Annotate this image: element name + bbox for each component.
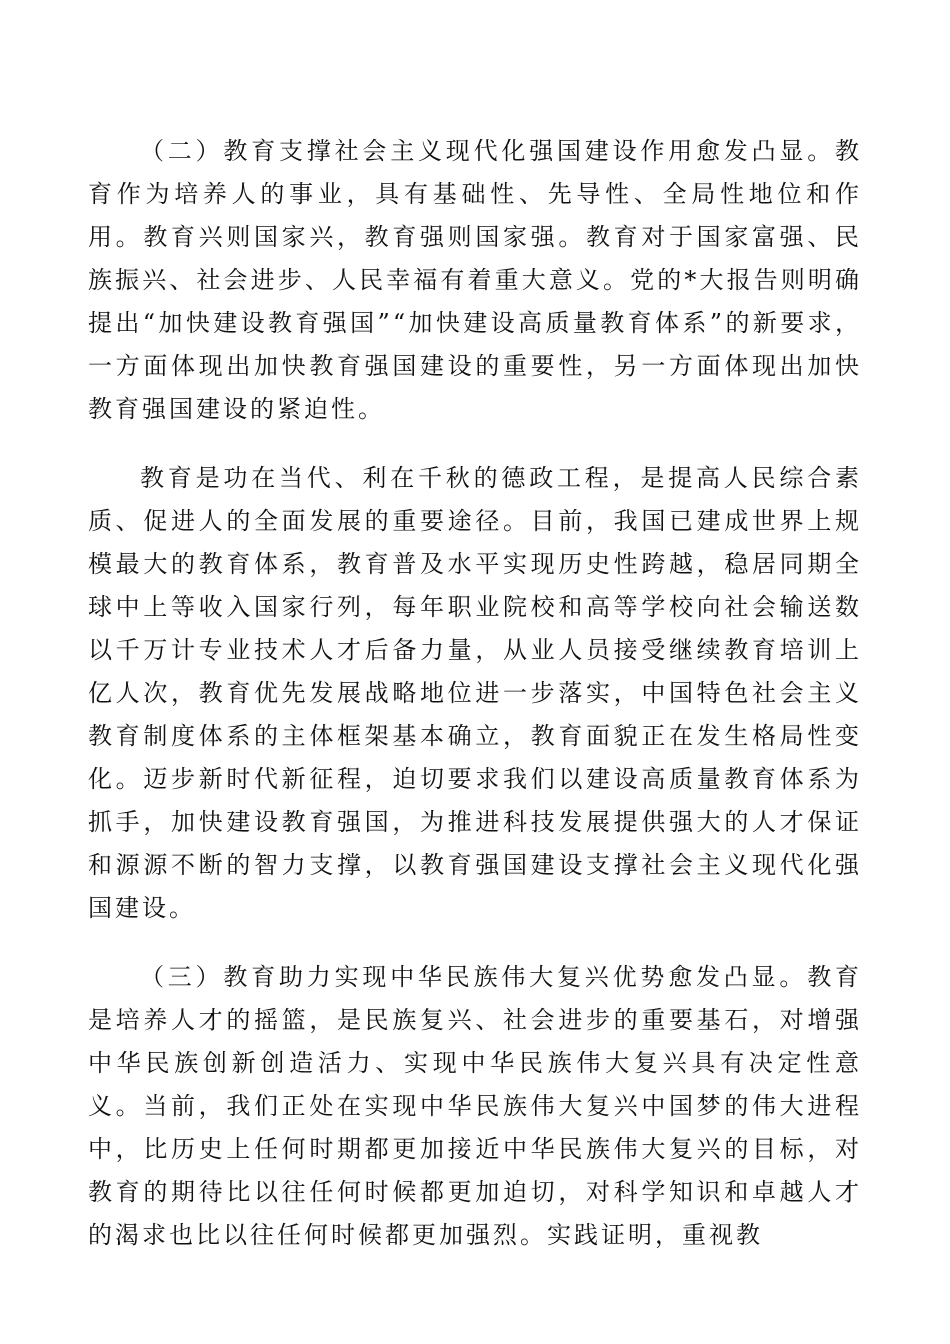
- paragraph-education-modernization: （二）教育支撑社会主义现代化强国建设作用愈发凸显。教育作为培养人的事业，具有基础性、先导性、全局性地位和作用。教育兴则国家兴，教育强则国家强。教育对于国家富强、民族振兴、社会进步、人民幸福有着重大意义。党的*大报告则明确提出“加快建设教育强国”“加快建设高质量教育体系”的新要求，一方面体现出加快教育强国建设的重要性，另一方面体现出加快教育强国建设的紧迫性。: [88, 137, 862, 423]
- paragraph-education-achievements: 教育是功在当代、利在千秋的德政工程，是提高人民综合素质、促进人的全面发展的重要途径。目前，我国已建成世界上规模最大的教育体系，教育普及水平实现历史性跨越，稳居同期全球中上等收入国家行列，每年职业院校和高等学校向社会输送数以千万计专业技术人才后备力量，从业人员接受继续教育培训上亿人次，教育优先发展战略地位进一步落实，中国特色社会主义教育制度体系的主体框架基本确立，教育面貌正在发生格局性变化。迈步新时代新征程，迫切要求我们以建设高质量教育体系为抓手，加快建设教育强国，为推进科技发展提供强大的人才保证和源源不断的智力支撑，以教育强国建设支撑社会主义现代化强国建设。: [88, 464, 862, 922]
- paragraph-national-rejuvenation: （三）教育助力实现中华民族伟大复兴优势愈发凸显。教育是培养人才的摇篮，是民族复兴、社会进步的重要基石，对增强中华民族创新创造活力、实现中华民族伟大复兴具有决定性意义。当前，我们正处在实现中华民族伟大复兴中国梦的伟大进程中，比历史上任何时期都更加接近中华民族伟大复兴的目标，对教育的期待比以往任何时候都更加迫切，对科学知识和卓越人才的渴求也比以往任何时候都更加强烈。实践证明，重视教: [88, 963, 862, 1249]
- document-body: [88, 130, 862, 1283]
